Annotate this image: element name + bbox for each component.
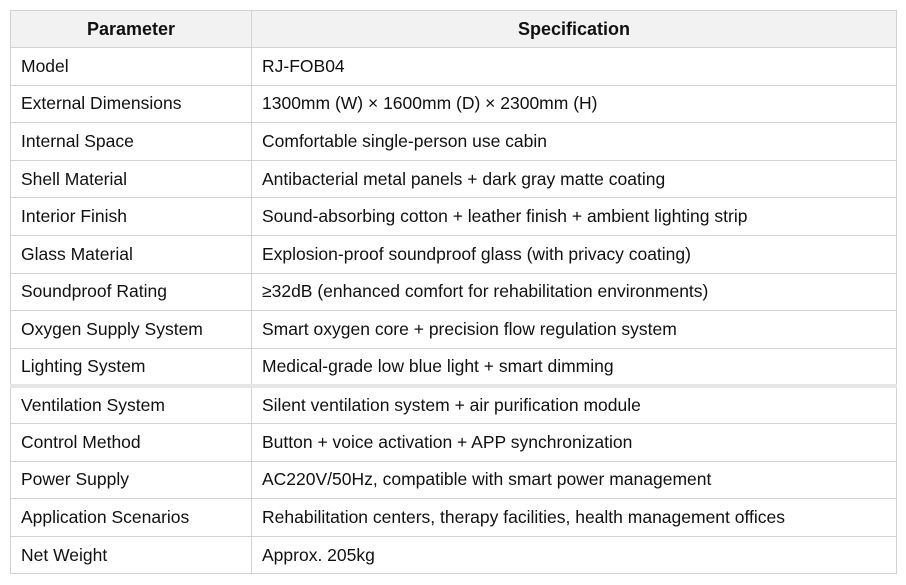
specification-cell: Explosion-proof soundproof glass (with privacy coating) [252,235,897,273]
specification-cell: Antibacterial metal panels + dark gray matte coating [252,160,897,198]
table-row [11,273,897,311]
table-row [11,311,897,349]
parameter-cell: Soundproof Rating [11,273,252,311]
parameter-cell: Control Method [11,423,252,461]
parameter-cell: Ventilation System [11,386,252,424]
table-row [11,386,897,424]
table-row [11,123,897,161]
table-row [11,536,897,574]
table-row [11,461,897,499]
table-header-row [11,11,897,48]
specification-cell: AC220V/50Hz, compatible with smart power management [252,461,897,499]
header-specification: Specification [252,11,897,48]
specification-cell: Rehabilitation centers, therapy facilities, health management offices [252,499,897,537]
table-row [11,423,897,461]
parameter-cell: Lighting System [11,348,252,386]
table-row [11,235,897,273]
spec-table-container [10,10,896,574]
specification-cell: Sound-absorbing cotton + leather finish + ambient lighting strip [252,198,897,236]
table-row [11,348,897,386]
specification-cell: Silent ventilation system + air purification module [252,386,897,424]
spec-table [10,10,897,574]
table-row [11,499,897,537]
specification-cell: Comfortable single-person use cabin [252,123,897,161]
parameter-cell: Net Weight [11,536,252,574]
table-row [11,48,897,86]
parameter-cell: Oxygen Supply System [11,311,252,349]
table-row [11,85,897,123]
specification-cell: Approx. 205kg [252,536,897,574]
parameter-cell: Internal Space [11,123,252,161]
parameter-cell: Power Supply [11,461,252,499]
specification-cell: RJ-FOB04 [252,48,897,86]
specification-cell: Button + voice activation + APP synchronization [252,423,897,461]
header-parameter: Parameter [11,11,252,48]
parameter-cell: Interior Finish [11,198,252,236]
table-row [11,160,897,198]
specification-cell: 1300mm (W) × 1600mm (D) × 2300mm (H) [252,85,897,123]
specification-cell: Smart oxygen core + precision flow regulation system [252,311,897,349]
parameter-cell: Application Scenarios [11,499,252,537]
parameter-cell: Model [11,48,252,86]
parameter-cell: Shell Material [11,160,252,198]
parameter-cell: Glass Material [11,235,252,273]
table-row [11,198,897,236]
parameter-cell: External Dimensions [11,85,252,123]
specification-cell: Medical-grade low blue light + smart dimming [252,348,897,386]
specification-cell: ≥32dB (enhanced comfort for rehabilitation environments) [252,273,897,311]
